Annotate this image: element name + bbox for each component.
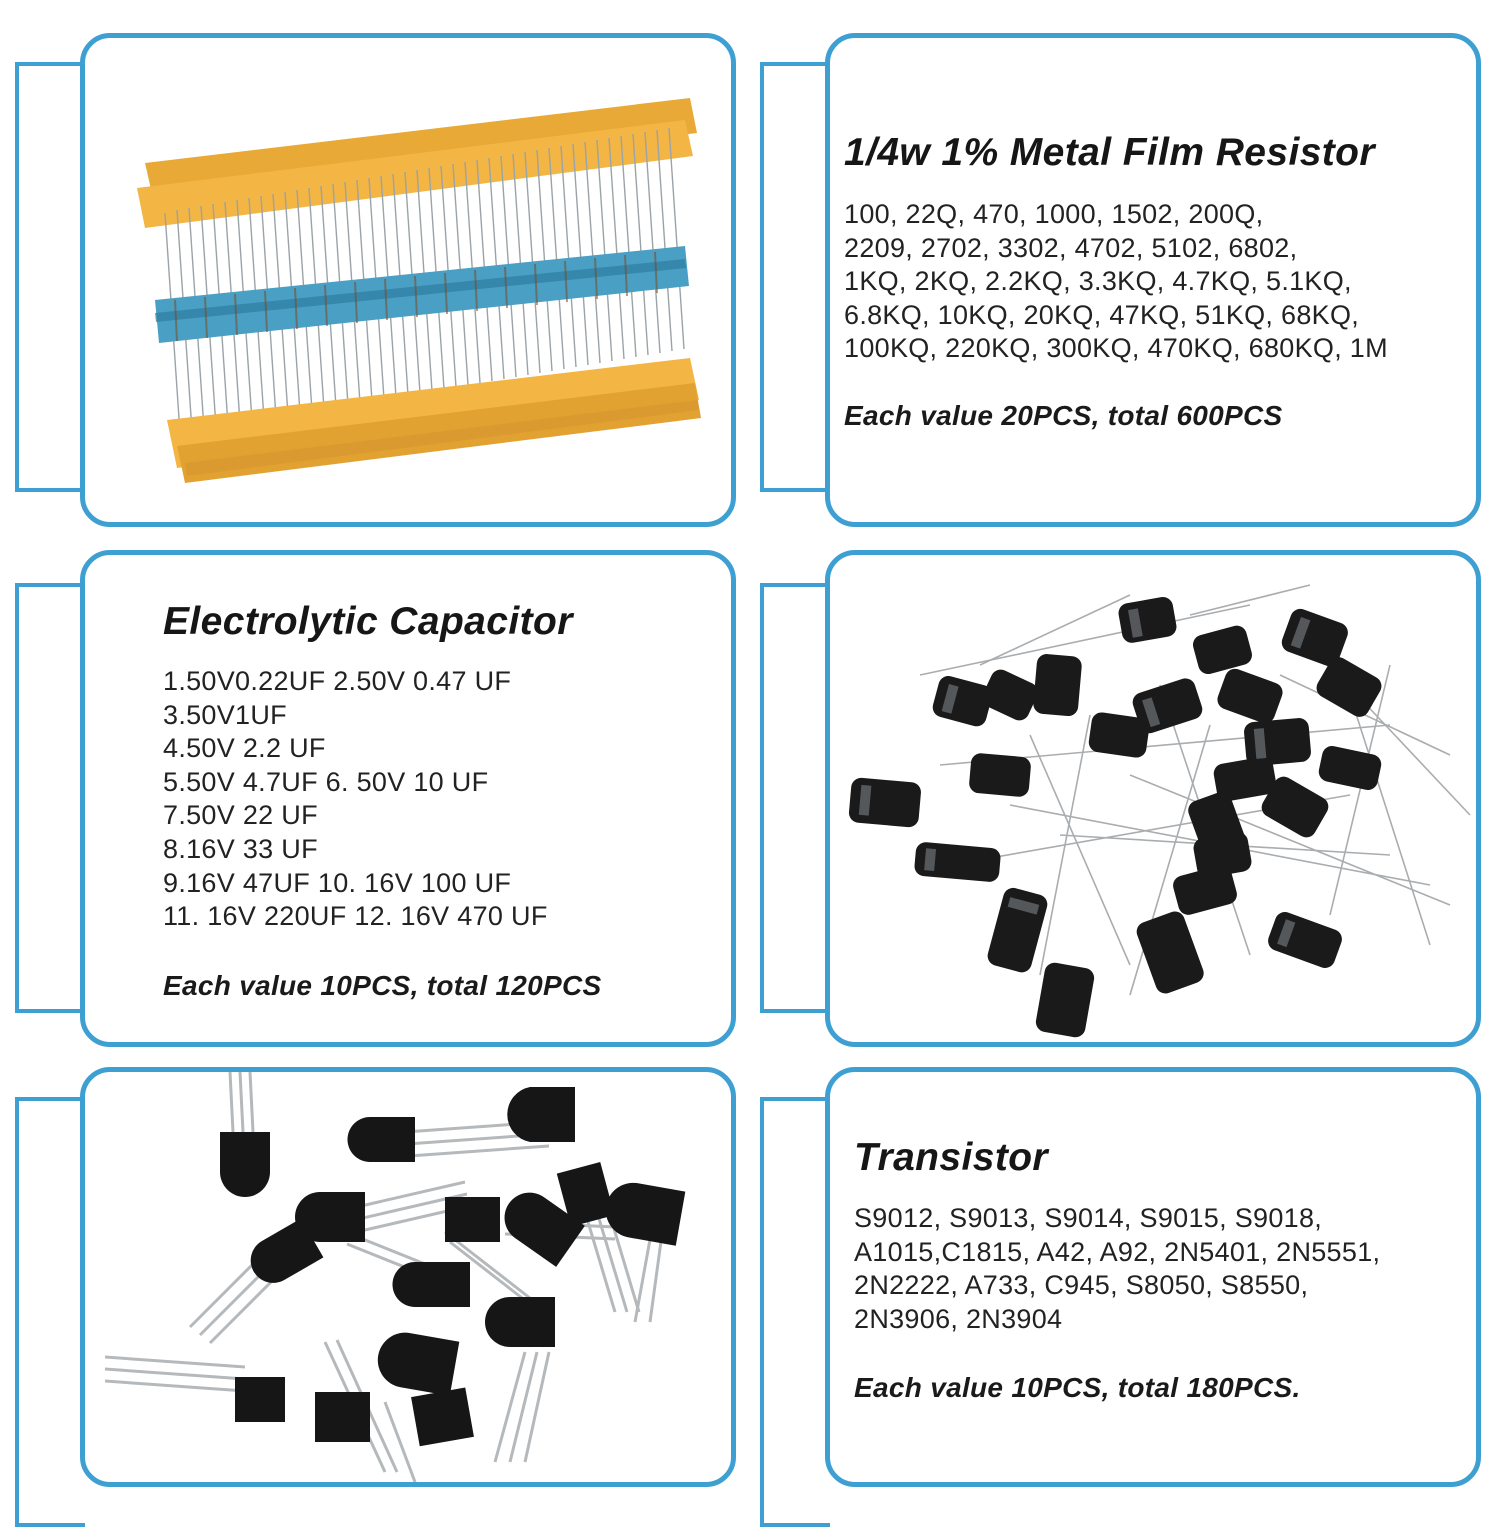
transistor-image-card — [80, 1067, 736, 1487]
capacitor-bodies — [848, 595, 1385, 1038]
capacitor-values — [163, 665, 548, 934]
resistor-value-line: 1KQ, 2KQ, 2.2KQ, 3.3KQ, 4.7KQ, 5.1KQ, — [844, 266, 1352, 297]
resistor-value-line: 100KQ, 220KQ, 300KQ, 470KQ, 680KQ, 1M — [844, 333, 1388, 364]
transistor-pile-illustration — [85, 1072, 736, 1487]
capacitor-image-card — [825, 550, 1481, 1047]
transistor-summary: Each value 10PCS, total 180PCS. — [854, 1372, 1301, 1403]
bracket-left-row3 — [15, 1097, 85, 1527]
resistor-value-line: 100, 22Q, 470, 1000, 1502, 200Q, — [844, 199, 1264, 229]
resistor-tape-top — [137, 98, 697, 228]
resistor-bodies — [155, 246, 689, 343]
bracket-left-row2 — [15, 583, 85, 1013]
capacitor-value-line: 5.50V 4.7UF 6. 50V 10 UF — [163, 766, 489, 797]
resistor-image-card — [80, 33, 736, 527]
capacitor-summary: Each value 10PCS, total 120PCS — [163, 970, 602, 1001]
capacitor-value-line: 9.16V 47UF 10. 16V 100 UF — [163, 867, 512, 898]
bracket-right-row2 — [760, 583, 830, 1013]
bracket-right-row1 — [760, 62, 830, 492]
capacitor-value-line: 1.50V0.22UF 2.50V 0.47 UF — [163, 666, 512, 696]
capacitor-value-line: 4.50V 2.2 UF — [163, 733, 326, 764]
resistor-tape-bottom — [167, 358, 701, 483]
transistor-value-line: 2N2222, A733, C945, S8050, S8550, — [854, 1270, 1309, 1301]
bracket-left-row1 — [15, 62, 85, 492]
capacitor-value-line: 11. 16V 220UF 12. 16V 470 UF — [163, 901, 548, 932]
capacitor-value-line: 8.16V 33 UF — [163, 833, 318, 864]
transistor-values — [854, 1202, 1380, 1336]
capacitor-info-card — [80, 550, 736, 1047]
resistor-tape-illustration — [85, 38, 736, 527]
transistor-value-line: 2N3906, 2N3904 — [854, 1303, 1063, 1334]
resistor-value-line: 6.8KQ, 10KQ, 20KQ, 47KQ, 51KQ, 68KQ, — [844, 299, 1360, 330]
bracket-right-row3 — [760, 1097, 830, 1527]
capacitor-title: Electrolytic Capacitor — [163, 600, 573, 643]
capacitor-pile-illustration — [830, 555, 1481, 1047]
resistor-info-card — [825, 33, 1481, 527]
transistor-value-line: A1015,C1815, A42, A92, 2N5401, 2N5551, — [854, 1236, 1381, 1267]
transistor-value-line: S9012, S9013, S9014, S9015, S9018, — [854, 1203, 1323, 1233]
capacitor-value-line: 3.50V1UF — [163, 699, 287, 730]
resistor-values — [844, 198, 1388, 366]
capacitor-value-line: 7.50V 22 UF — [163, 800, 318, 831]
transistor-info-card — [825, 1067, 1481, 1487]
resistor-value-line: 2209, 2702, 3302, 4702, 5102, 6802, — [844, 232, 1298, 263]
resistor-title: 1/4w 1% Metal Film Resistor — [844, 131, 1375, 174]
resistor-summary: Each value 20PCS, total 600PCS — [844, 400, 1283, 431]
transistor-title: Transistor — [854, 1136, 1049, 1179]
